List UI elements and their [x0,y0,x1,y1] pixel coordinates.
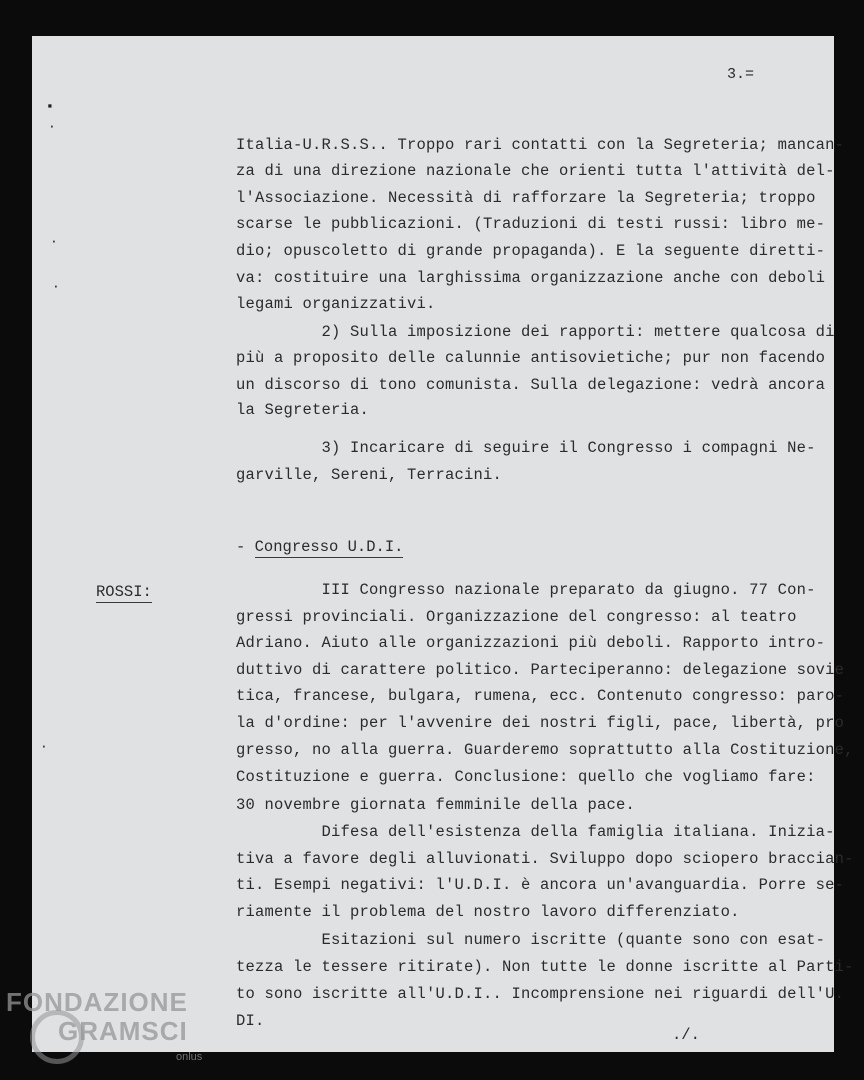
text-line: garville, Sereni, Terracini. [236,466,503,484]
text-line: l'Associazione. Necessità di rafforzare la Segreteria; troppo [236,189,816,207]
speaker-name: ROSSI: [96,583,152,601]
text-line: dio; opuscoletto di grande propaganda). E la seguente diretti- [236,242,826,260]
text-line: un discorso di tono comunista. Sulla delegazione: vedrà ancora [236,376,826,394]
text-line: duttivo di carattere politico. Parteciperanno: delegazione sovie [236,661,845,679]
text-line: la Segreteria. [236,401,370,419]
margin-mark: · [52,279,60,294]
heading-dash: - [236,538,255,556]
text-line: la d'ordine: per l'avvenire dei nostri figli, pace, libertà, pro [236,714,845,732]
margin-mark: ▪ [46,99,54,114]
text-line: 2) Sulla imposizione dei rapporti: mettere qualcosa di [236,323,835,341]
text-line: va: costituire una larghissima organizzazione anche con deboli [236,269,826,287]
text-line: Difesa dell'esistenza della famiglia italiana. Inizia- [236,823,835,841]
heading-title: Congresso U.D.I. [254,538,404,556]
text-line: Adriano. Aiuto alle organizzazioni più deboli. Rapporto intro- [236,634,826,652]
section-heading [236,538,403,556]
watermark-line1: FONDAZIONE [6,987,188,1017]
text-line: ti. Esempi negativi: l'U.D.I. è ancora un'avanguardia. Porre se- [236,876,845,894]
text-line: Costituzione e guerra. Conclusione: quello che vogliamo fare: [236,768,816,786]
text-line: gressi provinciali. Organizzazione del congresso: al teatro [236,608,797,626]
text-line: riamente il problema del nostro lavoro differenziato. [236,903,740,921]
watermark-onlus: onlus [176,1051,203,1063]
text-line: scarse le pubblicazioni. (Traduzioni di testi russi: libro me- [236,215,826,233]
margin-mark: · [48,119,56,134]
margin-mark: · [40,739,48,754]
text-line: tica, francese, bulgara, rumena, ecc. Contenuto congresso: paro- [236,687,845,705]
text-line: za di una direzione nazionale che orienti tutta l'attività del- [236,162,835,180]
margin-mark: · [50,234,58,249]
continuation-mark: ./. [672,1026,700,1044]
text-line: DI. [236,1012,265,1030]
text-line: tezza le tessere ritirate). Non tutte le donne iscritte al Parti- [236,958,854,976]
page-number: 3.= [727,66,755,83]
watermark-line2: GRAMSCI [58,1016,188,1046]
text-line: più a proposito delle calunnie antisovietiche; pur non facendo [236,349,826,367]
text-line: 30 novembre giornata femminile della pace. [236,796,636,814]
text-line: Esitazioni sul numero iscritte (quante sono con esat- [236,931,826,949]
text-line: Italia-U.R.S.S.. Troppo rari contatti con la Segreteria; mancan- [236,136,845,154]
text-line: gresso, no alla guerra. Guarderemo soprattutto alla Costituzione, [236,741,854,759]
text-line: tiva a favore degli alluvionati. Sviluppo dopo sciopero braccian- [236,850,854,868]
text-line: 3) Incaricare di seguire il Congresso i compagni Ne- [236,439,816,457]
text-line: legami organizzativi. [236,295,436,313]
text-line: to sono iscritte all'U.D.I.. Incomprensione nei riguardi dell'U. [236,985,845,1003]
text-line: III Congresso nazionale preparato da giugno. 77 Con- [236,581,816,599]
